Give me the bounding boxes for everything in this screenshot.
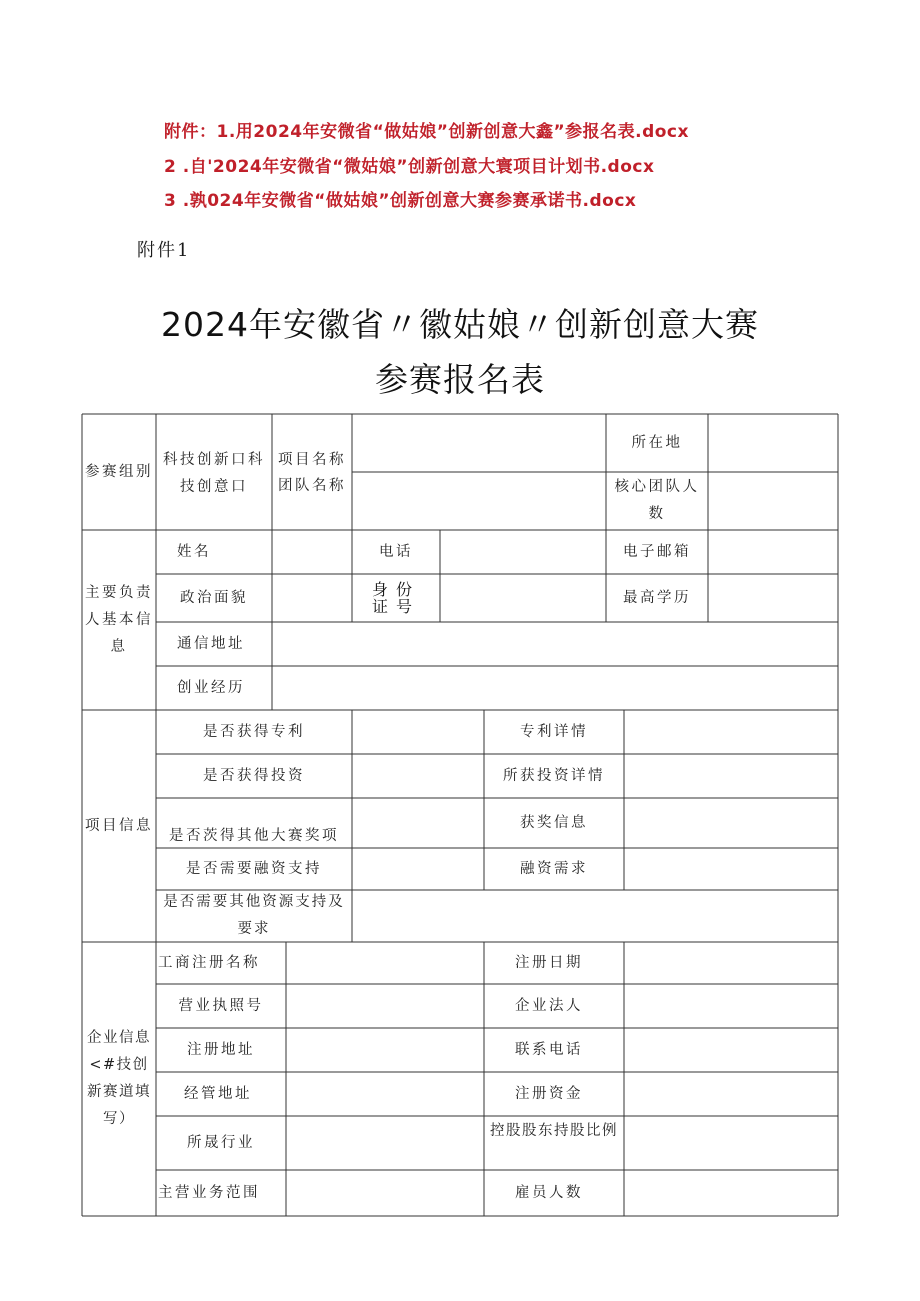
experience-input[interactable]: [272, 666, 838, 710]
name-label: 姓名: [177, 543, 211, 560]
group-options[interactable]: 科技创新口科技创意口: [163, 452, 265, 495]
politics-input[interactable]: [272, 574, 352, 622]
core-team-input[interactable]: [708, 472, 838, 530]
reg-name-label: 工商注册名称: [158, 954, 260, 971]
business-scope-input[interactable]: [286, 1170, 484, 1216]
phone-input[interactable]: [440, 530, 606, 574]
investment-detail-input[interactable]: [624, 754, 838, 798]
reg-capital-input[interactable]: [624, 1072, 838, 1116]
education-label: 最高学历: [623, 589, 691, 606]
team-name-input[interactable]: [352, 472, 606, 530]
education-input[interactable]: [708, 574, 838, 622]
reg-date-input[interactable]: [624, 942, 838, 984]
email-input[interactable]: [708, 530, 838, 574]
op-address-label: 经管地址: [184, 1085, 252, 1102]
awards-label: 是否茨得其他大赛奖项: [169, 827, 339, 844]
shareholder-input[interactable]: [624, 1116, 838, 1170]
attachment-link-1[interactable]: 附件：1.用2024年安微省“做姑娘”创新创意大鑫”参报名表.docx: [164, 122, 689, 142]
team-name-label: 团队名称: [278, 477, 346, 494]
legal-person-input[interactable]: [624, 984, 838, 1028]
investment-input[interactable]: [352, 754, 484, 798]
phone-label: 电话: [379, 543, 413, 560]
legal-person-label: 企业法人: [515, 997, 583, 1014]
industry-input[interactable]: [286, 1116, 484, 1170]
reg-date-label: 注册日期: [515, 954, 583, 971]
award-info-input[interactable]: [624, 798, 838, 848]
project-name-label: 项目名称: [278, 451, 346, 468]
resources-input[interactable]: [352, 890, 838, 942]
license-input[interactable]: [286, 984, 484, 1028]
document-subtitle: 参赛报名表: [375, 360, 545, 399]
license-label: 营业执照号: [178, 997, 264, 1014]
op-address-input[interactable]: [286, 1072, 484, 1116]
financing-input[interactable]: [352, 848, 484, 890]
contact-phone-label: 联系电话: [515, 1041, 583, 1058]
attachment-link-3[interactable]: 3 .孰024年安微省“做姑娘”创新创意大赛参赛承诺书.docx: [164, 191, 637, 211]
reg-name-input[interactable]: [286, 942, 484, 984]
employees-input[interactable]: [624, 1170, 838, 1216]
award-info-label: 获奖信息: [520, 814, 588, 831]
patent-detail-label: 专利详情: [520, 723, 588, 740]
awards-input[interactable]: [352, 798, 484, 848]
financing-label: 是否需要融资支持: [186, 860, 322, 877]
patent-label: 是否获得专利: [203, 723, 305, 740]
investment-detail-label: 所获投资详情: [503, 767, 605, 784]
core-team-label: 核心团队人数: [614, 479, 700, 522]
id-card-label: 身份证号: [371, 580, 420, 616]
project-section-label: 项目信息: [85, 817, 153, 834]
employees-label: 雇员人数: [515, 1184, 583, 1201]
business-scope-label: 主营业务范围: [158, 1184, 260, 1201]
industry-label: 所晟行业: [187, 1134, 255, 1151]
location-input[interactable]: [708, 414, 838, 472]
resources-label: 是否需要其他资源支持及要求: [163, 894, 345, 937]
address-label: 通信地址: [177, 635, 245, 652]
location-label: 所在地: [631, 434, 683, 451]
company-section-label: 企业信息<#技创新赛道填写）: [87, 1030, 151, 1127]
patent-detail-input[interactable]: [624, 710, 838, 754]
politics-label: 政治面貌: [180, 589, 248, 606]
id-card-input[interactable]: [440, 574, 606, 622]
reg-address-label: 注册地址: [187, 1041, 255, 1058]
document-title: 2024年安徽省〃徽姑娘〃创新创意大赛: [161, 305, 759, 344]
project-name-input[interactable]: [352, 414, 606, 472]
leader-section-label: 主要负责人基本信息: [85, 584, 153, 655]
attachment-label: 附件1: [137, 240, 191, 261]
group-label: 参赛组别: [85, 463, 153, 480]
address-input[interactable]: [272, 622, 838, 666]
investment-label: 是否获得投资: [203, 767, 305, 784]
experience-label: 创业经历: [177, 679, 245, 696]
attachment-link-2[interactable]: 2 .自'2024年安微省“微姑娘”创新创意大寰项目计划书.docx: [164, 157, 655, 177]
email-label: 电子邮箱: [623, 543, 691, 560]
financing-need-input[interactable]: [624, 848, 838, 890]
reg-address-input[interactable]: [286, 1028, 484, 1072]
shareholder-label: 控股股东持股比例: [490, 1123, 618, 1139]
patent-input[interactable]: [352, 710, 484, 754]
contact-phone-input[interactable]: [624, 1028, 838, 1072]
reg-capital-label: 注册资金: [515, 1085, 583, 1102]
financing-need-label: 融资需求: [520, 860, 588, 877]
name-input[interactable]: [272, 530, 352, 574]
